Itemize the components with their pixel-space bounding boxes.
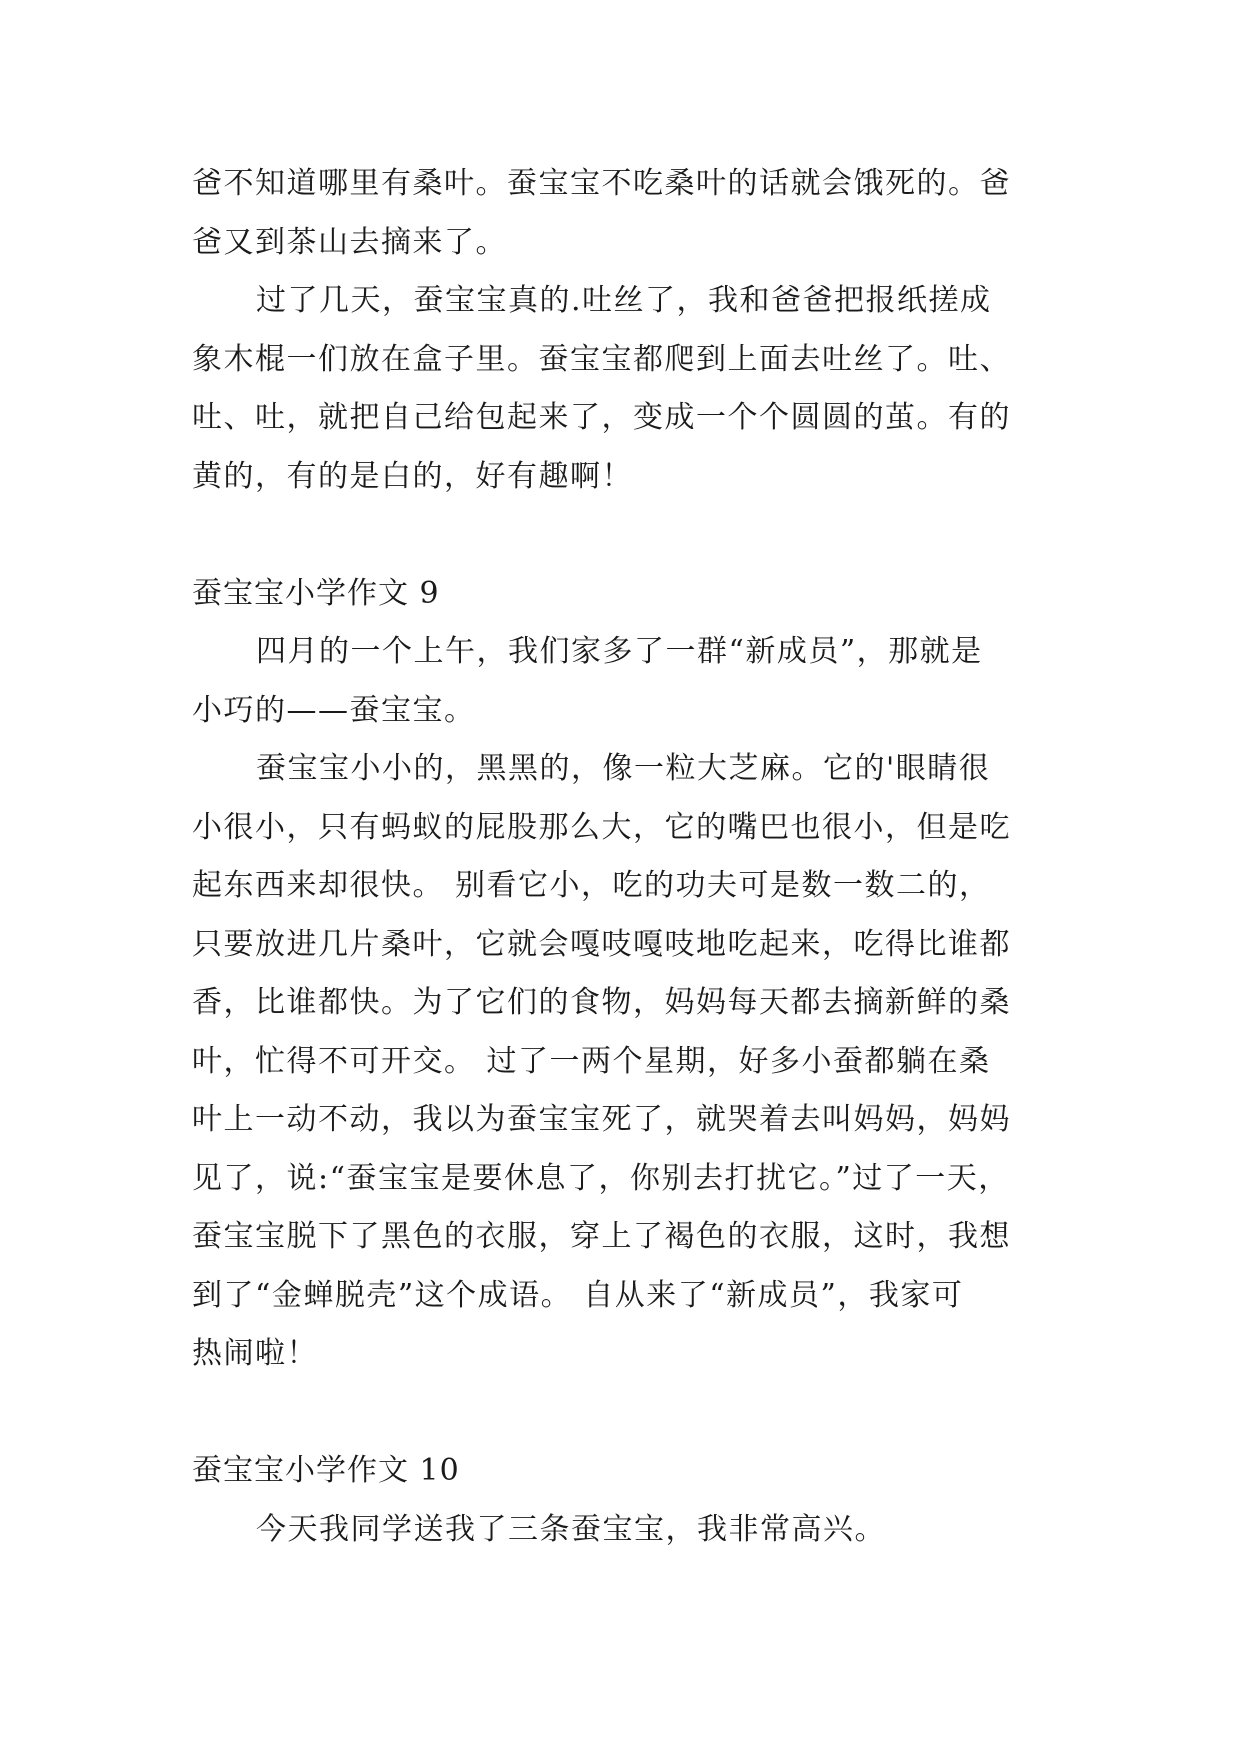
section-spacer <box>192 1384 1057 1443</box>
paragraph-line: 小很小，只有蚂蚁的屁股那么大，它的嘴巴也很小，但是吃 <box>192 809 1011 845</box>
paragraph-line: 象木棍一们放在盒子里。蚕宝宝都爬到上面去吐丝了。吐、 <box>192 341 1011 377</box>
paragraph-line: 过了几天，蚕宝宝真的.吐丝了，我和爸爸把报纸搓成 <box>256 283 992 318</box>
paragraph-line: 爸不知道哪里有桑叶。蚕宝宝不吃桑叶的话就会饿死的。爸 <box>192 166 1011 201</box>
paragraph-line: 到了“金蝉脱壳”这个成语。 自从来了“新成员”，我家可 <box>192 1277 964 1313</box>
paragraph-line: 叶上一动不动，我以为蚕宝宝死了，就哭着去叫妈妈，妈妈 <box>192 1102 1011 1137</box>
paragraph-line: 四月的一个上午，我们家多了一群“新成员”，那就是 <box>256 634 983 669</box>
section-heading: 蚕宝宝小学作文 9 <box>192 575 440 611</box>
paragraph-line: 起东西来却很快。 别看它小，吃的功夫可是数一数二的， <box>192 868 991 903</box>
paragraph-line: 香，比谁都快。为了它们的食物，妈妈每天都去摘新鲜的桑 <box>192 985 1011 1020</box>
document-page <box>192 155 1057 1559</box>
paragraph-line: 蚕宝宝小小的，黑黑的，像一粒大芝麻。它的'眼睛很 <box>256 751 991 786</box>
paragraph-line: 叶，忙得不可开交。 过了一两个星期，好多小蚕都躺在桑 <box>192 1043 991 1079</box>
paragraph-line: 蚕宝宝脱下了黑色的衣服，穿上了褐色的衣服，这时，我想 <box>192 1219 1011 1254</box>
paragraph-line: 吐、吐，就把自己给包起来了，变成一个个圆圆的茧。有的 <box>192 400 1011 435</box>
paragraph-line: 只要放进几片桑叶，它就会嘎吱嘎吱地吃起来，吃得比谁都 <box>192 926 1011 962</box>
paragraph-line: 黄的，有的是白的，好有趣啊！ <box>192 458 633 494</box>
paragraph-line: 今天我同学送我了三条蚕宝宝，我非常高兴。 <box>256 1511 886 1547</box>
paragraph-line: 见了，说:“蚕宝宝是要休息了，你别去打扰它。”过了一天， <box>192 1160 1010 1196</box>
section-spacer <box>192 506 1057 565</box>
paragraph-line: 爸又到茶山去摘来了。 <box>192 224 507 260</box>
paragraph-line: 小巧的——蚕宝宝。 <box>192 692 476 728</box>
section-heading: 蚕宝宝小学作文 10 <box>192 1453 460 1488</box>
paragraph-line: 热闹啦！ <box>192 1336 318 1371</box>
